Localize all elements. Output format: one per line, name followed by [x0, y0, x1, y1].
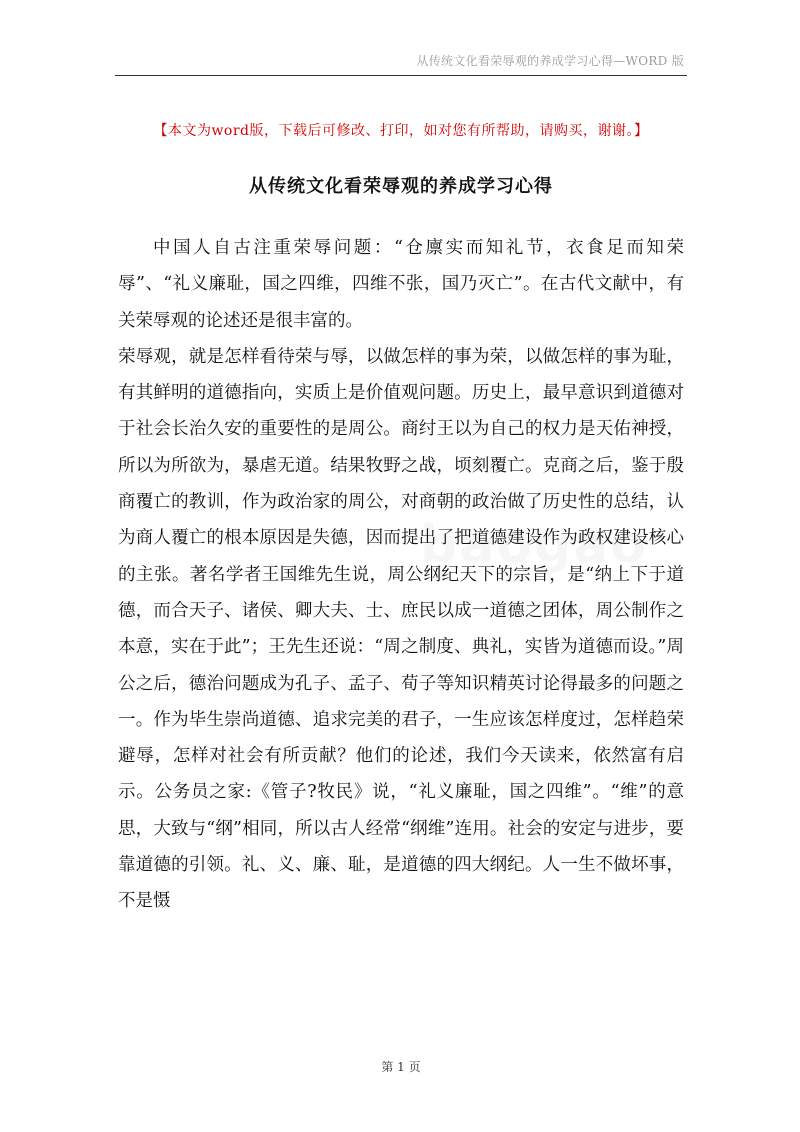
document-body — [118, 230, 684, 920]
running-header: 从传统文化看荣辱观的养成学习心得—WORD 版 — [416, 54, 684, 68]
page-number: 第 1 页 — [381, 1060, 421, 1074]
paragraph-main: 荣辱观，就是怎样看待荣与辱，以做怎样的事为荣，以做怎样的事为耻，有其鲜明的道德指向，实质上是价值观问题。历史上，最早意识到道德对于社会长治久安的重要性的是周公。商纣王以为自己的权力是天佑神授，所以为所欲为，暴虐无道。结果牧野之战，顷刻覆亡。克商之后，鉴于殷商覆亡的教训，作为政治家的周公，对商朝的政治做了历史性的总结，认为商人覆亡的根本原因是失德，因而提出了把道德建设作为政权建设核心的主张。著名学者王国维先生说，周公纲纪天下的宗旨，是“纳上下于道德，而合天子、诸侯、卿大夫、士、庶民以成一道德之团体，周公制作之本意，实在于此”；王先生还说：“周之制度、典礼，实皆为道德而设。”周公之后，德治问题成为孔子、孟子、荀子等知识精英讨论得最多的问题之一。作为毕生崇尚道德、追求完美的君子，一生应该怎样度过，怎样趋荣避辱，怎样对社会有所贡献？他们的论述，我们今天读来，依然富有启示。公务员之家:《管子?牧民》说，“礼义廉耻，国之四维”。“维”的意思，大致与“纲”相同，所以古人经常“纲维”连用。社会的安定与进步，要靠道德的引领。礼、义、廉、耻，是道德的四大纲纪。人一生不做坏事，不是慑 — [118, 346, 684, 912]
header-divider — [115, 75, 687, 76]
document-title: 从传统文化看荣辱观的养成学习心得 — [249, 176, 553, 197]
download-notice: 【本文为word版，下载后可修改、打印，如对您有所帮助，请购买，谢谢。】 — [153, 123, 649, 139]
paragraph-intro: 中国人自古注重荣辱问题：“仓廪实而知礼节，衣食足而知荣辱”、“礼义廉耻，国之四维，四维不张，国乃灭亡”。在古代文献中，有关荣辱观的论述还是很丰富的。 — [118, 238, 684, 331]
